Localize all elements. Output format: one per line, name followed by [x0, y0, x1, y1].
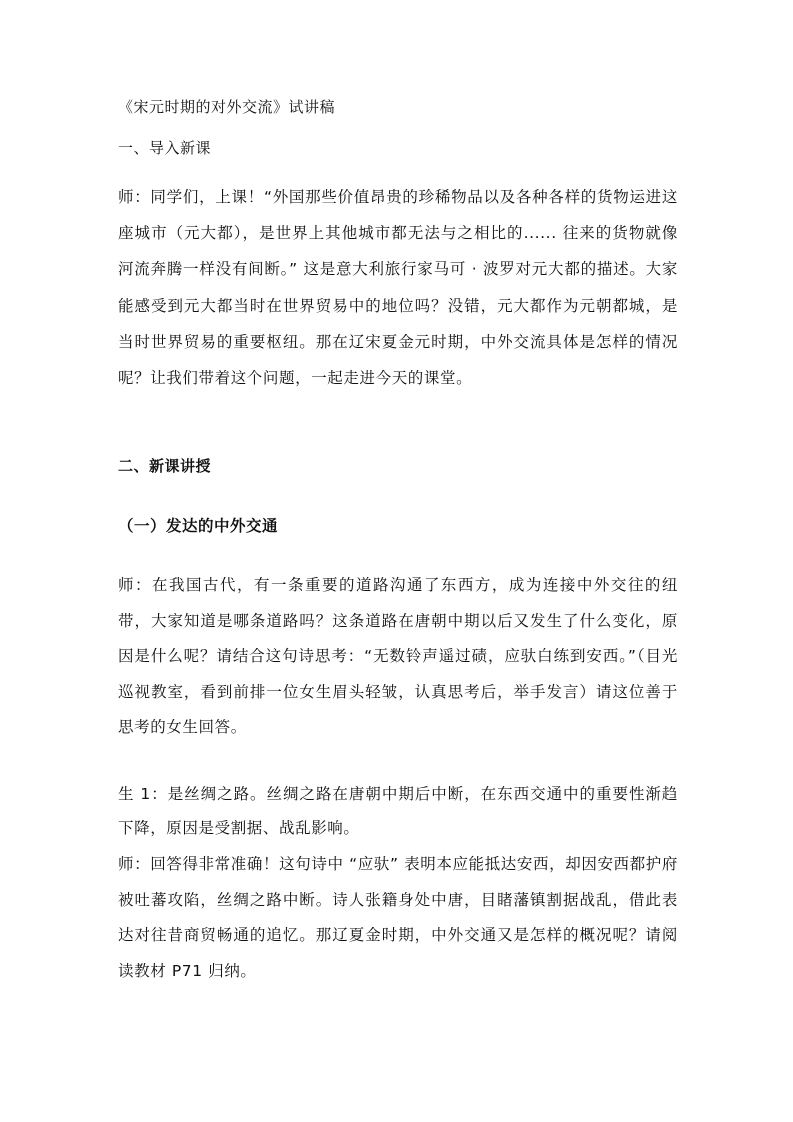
document-title: 《宋元时期的对外交流》试讲稿 [118, 98, 336, 116]
section-heading-introduction: 一、导入新课 [118, 139, 212, 157]
paragraph-teacher-response: 师：回答得非常准确！这句诗中 “应驮” 表明本应能抵达安西，却因安西都护府被吐蕃攻陷，丝绸之路中断。诗人张籍身处中唐，目睹藩镇割据战乱，借此表达对往昔商贸畅通的追忆。那辽夏金时期，中外交通又是怎样的概况呢？请阅读教材 P71 归纳。 [118, 855, 678, 980]
paragraph-student-answer: 生 1：是丝绸之路。丝绸之路在唐朝中期后中断，在东西交通中的重要性渐趋下降，原因是受割据、战乱影响。 [118, 785, 678, 837]
paragraph-teacher-question: 师：在我国古代，有一条重要的道路沟通了东西方，成为连接中外交往的纽带，大家知道是哪条道路吗？这条道路在唐朝中期以后又发生了什么变化，原因是什么呢？请结合这句诗思考：“无数铃声遥过碛，应驮白练到安西。”（目光巡视教室，看到前排一位女生眉头轻皱，认真思考后，举手发言）请这位善于思考的女生回答。 [118, 576, 678, 737]
paragraph-introduction: 师：同学们，上课！“外国那些价值昂贵的珍稀物品以及各种各样的货物运进这座城市（元大都），是世界上其他城市都无法与之相比的...... 往来的货物就像河流奔腾一样没有间断。” 这是意大利旅行家马可 · 波罗对元大都的描述。大家能感受到元大都当时在世界贸易中的地位吗？没错，元大都作为元朝都城，是当时世界贸易的重要枢纽。那在辽宋夏金元时期，中外交流具体是怎样的情况呢？让我们带着这个问题，一起走进今天的课堂。 [118, 188, 678, 388]
section-heading-new-lesson: 二、新课讲授 [118, 457, 212, 475]
subsection-heading-transport: （一）发达的中外交通 [118, 517, 279, 535]
